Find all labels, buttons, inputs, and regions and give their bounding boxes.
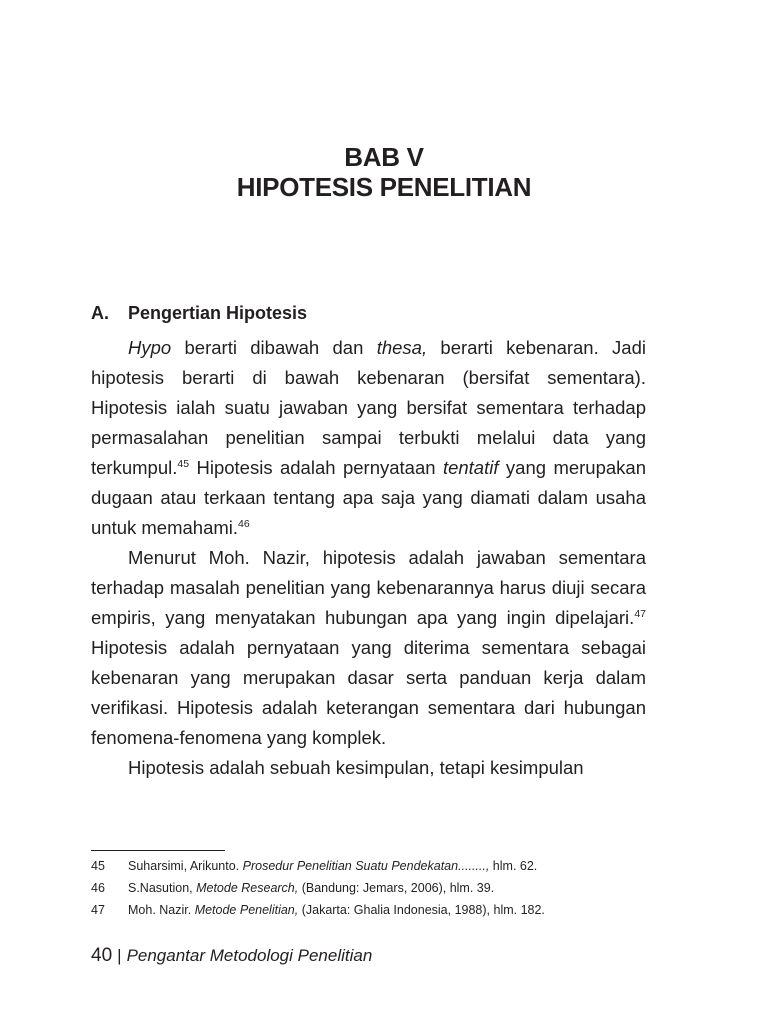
section-number: A. bbox=[91, 303, 109, 323]
text-run: Hipotesis adalah pernyataan yang diterima sementara sebagai kebenaran yang merupakan dasar serta panduan kerja dalam verifikasi. Hipotesis adalah keterangan sementara dari hubungan fenomena-fenomena yang komplek. bbox=[91, 637, 646, 748]
footnote-author: S.Nasution, bbox=[128, 881, 197, 895]
footnote-author: Moh. Nazir. bbox=[128, 903, 195, 917]
italic-term: Hypo bbox=[128, 337, 172, 358]
footnote-text bbox=[128, 899, 545, 921]
paragraph bbox=[91, 333, 646, 543]
italic-term: thesa, bbox=[376, 337, 428, 358]
footnote bbox=[91, 855, 691, 877]
text-run: Hipotesis adalah sebuah kesimpulan, tetapi kesimpulan bbox=[128, 757, 584, 778]
chapter-heading bbox=[0, 142, 768, 202]
text-run: yang merupakan dugaan atau terkaan tentang apa saja yang diamati dalam usaha untuk memahami. bbox=[91, 457, 647, 538]
footnote-title: Metode Penelitian, bbox=[194, 903, 299, 917]
footnote-details: (Jakarta: Ghalia Indonesia, 1988), hlm. 182. bbox=[298, 903, 545, 917]
footnote-number: 47 bbox=[91, 903, 105, 917]
footnote-ref[interactable]: 46 bbox=[238, 518, 250, 530]
page-number: 40 bbox=[91, 945, 113, 966]
chapter-number: BAB V bbox=[344, 142, 424, 172]
footnote-ref[interactable]: 45 bbox=[177, 458, 190, 470]
footnote-title: Metode Research, bbox=[196, 881, 299, 895]
body-text bbox=[91, 333, 646, 783]
footnote-title: Prosedur Penelitian Suatu Pendekatan........, bbox=[242, 859, 490, 873]
footnote bbox=[91, 877, 691, 899]
section-title: Pengertian Hipotesis bbox=[128, 303, 308, 323]
footnotes bbox=[91, 855, 691, 921]
paragraph bbox=[91, 753, 646, 783]
footnote-ref[interactable]: 47 bbox=[634, 608, 646, 620]
text-run: Menurut Moh. Nazir, hipotesis adalah jawaban sementara terhadap masalah penelitian yang kebenarannya harus diuji secara empiris, yang menyatakan hubungan apa yang ingin dipelajari. bbox=[91, 547, 646, 628]
footnote-author: Suharsimi, Arikunto. bbox=[128, 859, 243, 873]
footnote-number: 45 bbox=[91, 859, 105, 873]
section-heading bbox=[91, 300, 307, 326]
footnote-number: 46 bbox=[91, 881, 105, 895]
footer-separator: | bbox=[117, 946, 122, 965]
footnote-details: (Bandung: Jemars, 2006), hlm. 39. bbox=[298, 881, 495, 895]
text-run: berarti dibawah dan bbox=[171, 337, 377, 358]
running-title: Pengantar Metodologi Penelitian bbox=[126, 946, 373, 965]
paragraph bbox=[91, 543, 646, 753]
footnote-text bbox=[128, 877, 494, 899]
footnote-text bbox=[128, 855, 537, 877]
footnote bbox=[91, 899, 691, 921]
footnote-divider bbox=[91, 850, 225, 851]
footnote-details: hlm. 62. bbox=[489, 859, 538, 873]
italic-term: tentatif bbox=[442, 457, 499, 478]
text-run: Hipotesis adalah pernyataan bbox=[189, 457, 443, 478]
text-run: berarti kebenaran. Jadi hipotesis berarti di bawah kebenaran (bersifat sementara). Hipotesis ialah suatu jawaban yang bersifat sementara terhadap permasalahan penelitian sampai terbukti melalui data yang terkumpul. bbox=[91, 337, 646, 478]
page-footer bbox=[91, 942, 372, 970]
chapter-title: HIPOTESIS PENELITIAN bbox=[236, 172, 532, 202]
